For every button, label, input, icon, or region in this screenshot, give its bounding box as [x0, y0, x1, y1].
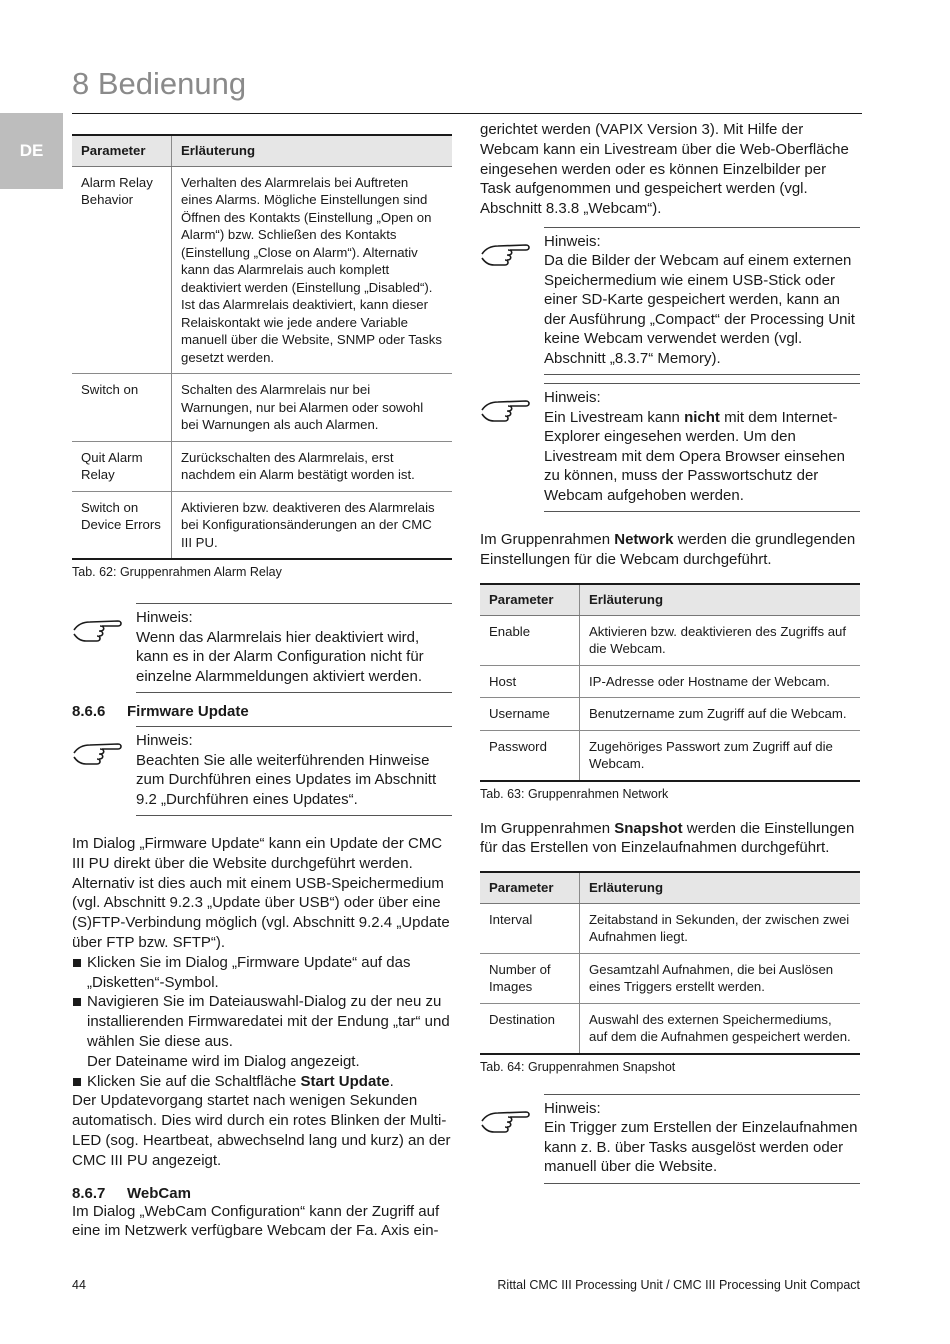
- table-row: [480, 953, 860, 1003]
- table-cell-desc: Zugehöriges Passwort zum Zugriff auf die Webcam.: [580, 730, 861, 781]
- note-text: Da die Bilder der Webcam auf einem externen Speichermedium wie einem USB-Stick oder einer SD-Karte gespeichert werden, kann an der Ausführung „Compact“ der Processing Unit keine Webcam verwendet werden (vgl. Abschnitt „8.3.7“ Memory).: [544, 252, 855, 367]
- table-row: [480, 665, 860, 698]
- section-heading: [72, 703, 452, 720]
- table-row: [480, 903, 860, 953]
- table-cell-desc: IP-Adresse oder Hostname der Webcam.: [580, 665, 861, 698]
- snapshot-table: [480, 871, 860, 1055]
- table-row: [72, 374, 452, 442]
- table-row: [72, 441, 452, 491]
- table-row: [72, 166, 452, 374]
- note-title: Hinweis:: [544, 1099, 601, 1117]
- table-header-description: Erläuterung: [172, 135, 453, 166]
- table-cell-param: Number of Images: [480, 953, 580, 1003]
- table-header-parameter: Parameter: [480, 584, 580, 615]
- bullet-square-icon: [73, 998, 81, 1006]
- table-caption: Tab. 64: Gruppenrahmen Snapshot: [480, 1059, 676, 1074]
- table-header-row: [480, 584, 860, 615]
- paragraph: Der Updatevorgang startet nach wenigen Sekunden automatisch. Dies wird durch ein rotes Blinken der Multi-LED (sog. Heartbeat, abwechselnd lang und kurz) an der CMC III PU angezeigt.: [72, 1092, 451, 1169]
- table-cell-desc: Benutzername zum Zugriff auf die Webcam.: [580, 698, 861, 731]
- note-text: Beachten Sie alle weiterführenden Hinweise zum Durchführen eines Updates im Abschnitt 9.2 „Durchführen eines Updates“.: [136, 751, 437, 808]
- list-item: Klicken Sie auf die Schaltfläche Start Update.: [72, 1072, 452, 1092]
- section-number: 8.6.7: [72, 1184, 106, 1202]
- network-table: [480, 583, 860, 782]
- list-item: Klicken Sie im Dialog „Firmware Update“ auf das „Disketten“-Symbol.: [72, 953, 452, 993]
- table-header-description: Erläuterung: [580, 584, 861, 615]
- paragraph: Im Dialog „Firmware Update“ kann ein Update der CMC III PU direkt über die Website durchgeführt werden. Alternativ ist dies auch mit einem USB-Speichermedium (vgl. Abschnitt 9.2.3 „Update über USB“) oder über eine (S)FTP-Verbindung möglich (vgl. Abschnitt 9.2.4 „Update über FTP bzw. SFTP“).: [72, 835, 450, 951]
- table-cell-param: Interval: [480, 903, 580, 953]
- footer-title: Rittal CMC III Processing Unit / CMC III Processing Unit Compact: [497, 1278, 860, 1292]
- paragraph: gerichtet werden (VAPIX Version 3). Mit Hilfe der Webcam kann ein Livestream über die Web-Oberfläche eingesehen werden oder es können Einzelbilder per Task aufgenommen und gespeichert werden (vgl. Abschnitt 8.3.8 „Webcam“).: [480, 121, 849, 218]
- table-cell-desc: Gesamtzahl Aufnahmen, die bei Auslösen eines Triggers erstellt werden.: [580, 953, 861, 1003]
- table-cell-param: Enable: [480, 615, 580, 665]
- alarm-relay-table: [72, 134, 452, 560]
- note-title: Hinweis:: [136, 732, 193, 749]
- table-cell-param: Switch on Device Errors: [72, 491, 172, 559]
- chapter-title: 8 Bedienung: [72, 66, 247, 101]
- note-title: Hinweis:: [544, 389, 601, 407]
- table-cell-param: Password: [480, 730, 580, 781]
- pointing-hand-icon: [72, 726, 136, 816]
- note-box: [72, 603, 452, 693]
- table-caption: Tab. 62: Gruppenrahmen Alarm Relay: [72, 565, 282, 579]
- note-box: [480, 1094, 860, 1184]
- table-cell-desc: Zeitabstand in Sekunden, der zwischen zwei Aufnahmen liegt.: [580, 903, 861, 953]
- table-header-description: Erläuterung: [580, 872, 861, 903]
- paragraph: Im Dialog „WebCam Configuration“ kann der Zugriff auf eine im Netzwerk verfügbare Webcam der Fa. Axis ein-: [72, 1202, 440, 1240]
- table-cell-param: Host: [480, 665, 580, 698]
- table-cell-param: Alarm Relay Behavior: [72, 166, 172, 374]
- note-box: [480, 227, 860, 376]
- bullet-square-icon: [73, 1078, 81, 1086]
- table-row: [72, 491, 452, 559]
- language-tab: DE: [0, 113, 63, 189]
- table-header-row: [480, 872, 860, 903]
- paragraph: Im Gruppenrahmen Snapshot werden die Einstellungen für das Erstellen von Einzelaufnahmen durchgeführt.: [480, 819, 855, 857]
- bullet-square-icon: [73, 959, 81, 967]
- left-column: [72, 120, 452, 1241]
- pointing-hand-icon: [480, 1094, 544, 1184]
- note-title: Hinweis:: [544, 232, 601, 250]
- table-cell-desc: Schalten des Alarmrelais nur bei Warnungen, nur bei Alarmen oder sowohl bei Warnungen als auch Alarmen.: [172, 374, 453, 442]
- table-header-row: [72, 135, 452, 166]
- table-header-parameter: Parameter: [72, 135, 172, 166]
- table-row: [480, 1003, 860, 1054]
- list-item: Navigieren Sie im Dateiauswahl-Dialog zu der neu zu installierenden Firmwaredatei mit der Endung „tar“ und wählen Sie diese aus.: [72, 992, 452, 1051]
- table-header-parameter: Parameter: [480, 872, 580, 903]
- section-title: WebCam: [127, 1184, 191, 1202]
- pointing-hand-icon: [480, 227, 544, 376]
- table-cell-param: Destination: [480, 1003, 580, 1054]
- table-cell-desc: Aktivieren bzw. deaktiveren des Alarmrelais bei Konfigurationsänderungen an der CMC III PU.: [172, 491, 453, 559]
- table-cell-desc: Zurückschalten des Alarmrelais, erst nachdem ein Alarm bestätigt worden ist.: [172, 441, 453, 491]
- page-number: 44: [72, 1278, 86, 1292]
- table-cell-desc: Verhalten des Alarmrelais bei Auftreten eines Alarms. Mögliche Einstellungen sind Öffnen des Kontakts (Einstellung „Open on Alarm“) bzw. Schließen des Kontakts (Einstellung „Close on Alarm“). Alternativ kann das Alarmrelais auch komplett deaktiviert werden (Einstellung „Disabled“). Ist das Alarmrelais deaktiviert, kann dieser Relaiskontakt wie jede andere Variable manuell über die Website, SNMP oder Tasks gesetzt werden.: [172, 166, 453, 374]
- step-result: Der Dateiname wird im Dialog angezeigt.: [87, 1052, 360, 1070]
- right-column: [480, 120, 860, 1184]
- table-cell-desc: Aktivieren bzw. deaktivieren des Zugriffs auf die Webcam.: [580, 615, 861, 665]
- section-heading: [72, 1185, 452, 1202]
- note-text: Ein Livestream kann nicht mit dem Internet-Explorer eingesehen werden. Um den Livestream mit dem Opera Browser einsehen zu können, muss der Passwortschutz der Webcam aufgehoben werden.: [544, 408, 845, 504]
- table-cell-desc: Auswahl des externen Speichermediums, auf dem die Aufnahmen gespeichert werden.: [580, 1003, 861, 1054]
- section-title: Firmware Update: [127, 703, 249, 720]
- table-row: [480, 615, 860, 665]
- pointing-hand-icon: [480, 383, 544, 512]
- table-cell-param: Switch on: [72, 374, 172, 442]
- note-box: [72, 726, 452, 816]
- note-title: Hinweis:: [136, 609, 193, 626]
- table-cell-param: Username: [480, 698, 580, 731]
- note-text: Wenn das Alarmrelais hier deaktiviert wird, kann es in der Alarm Configuration nicht für einzelne Alarmmeldungen aktiviert werden.: [136, 628, 424, 685]
- table-caption: Tab. 63: Gruppenrahmen Network: [480, 786, 669, 801]
- pointing-hand-icon: [72, 603, 136, 693]
- section-number: 8.6.6: [72, 703, 106, 720]
- note-text: Ein Trigger zum Erstellen der Einzelaufnahmen kann z. B. über Tasks ausgelöst werden oder manuell über die Website.: [544, 1119, 858, 1176]
- table-cell-param: Quit Alarm Relay: [72, 441, 172, 491]
- chapter-rule: [72, 113, 862, 114]
- paragraph: Im Gruppenrahmen Network werden die grundlegenden Einstellungen für die Webcam durchgeführt.: [480, 531, 856, 569]
- table-row: [480, 730, 860, 781]
- note-box: [480, 383, 860, 512]
- table-row: [480, 698, 860, 731]
